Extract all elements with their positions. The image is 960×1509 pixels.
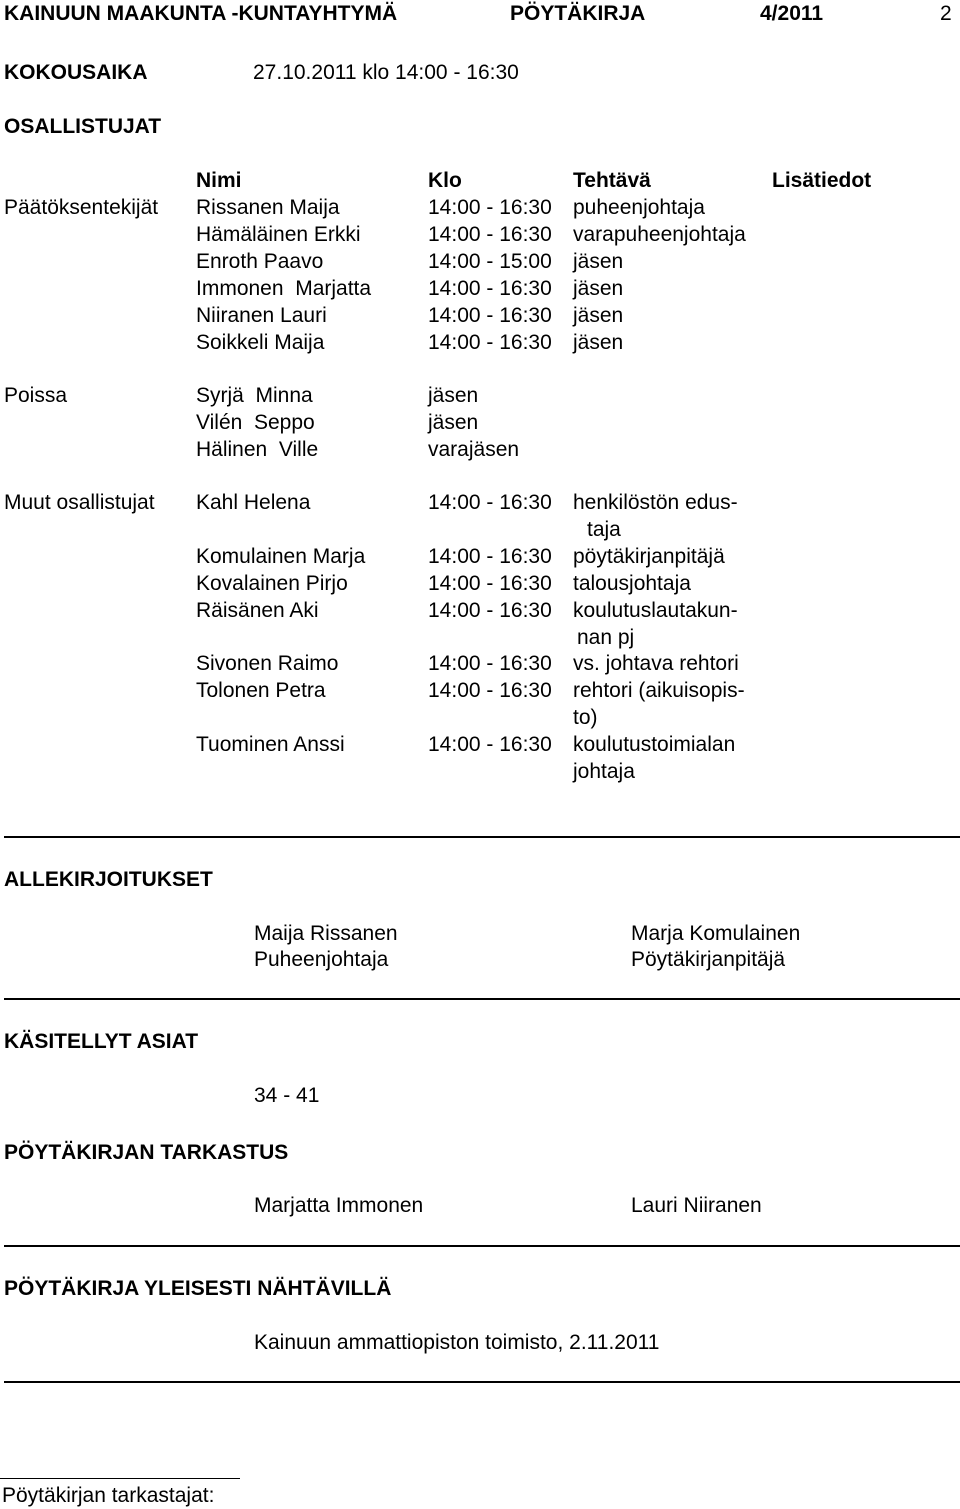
table-row-name: Vilén Seppo: [196, 411, 315, 434]
table-row-role: puheenjohtaja: [573, 196, 705, 219]
footer-rule: [0, 1478, 240, 1479]
table-row-name: Enroth Paavo: [196, 250, 324, 273]
public-display-title: PÖYTÄKIRJA YLEISESTI NÄHTÄVILLÄ: [4, 1277, 392, 1300]
table-row-time: 14:00 - 16:30: [428, 491, 552, 514]
table-row-name: Tolonen Petra: [196, 679, 326, 702]
chair-name: Maija Rissanen: [254, 922, 398, 945]
public-display-value: Kainuun ammattiopiston toimisto, 2.11.2011: [254, 1331, 660, 1354]
column-header-role: Tehtävä: [573, 169, 651, 192]
table-row-role-continued: nan pj: [577, 626, 635, 649]
table-row-role: vs. johtava rehtori: [573, 652, 739, 675]
table-row-role: rehtori (aikuisopis-: [573, 679, 745, 702]
table-row-time: 14:00 - 16:30: [428, 196, 552, 219]
table-row-time: 14:00 - 16:30: [428, 599, 552, 622]
table-row-name: Soikkeli Maija: [196, 331, 325, 354]
table-row-time: 14:00 - 16:30: [428, 304, 552, 327]
items-range: 34 - 41: [254, 1084, 320, 1107]
table-row-name: Räisänen Aki: [196, 599, 319, 622]
table-row-role-continued: johtaja: [573, 760, 635, 783]
secretary-title: Pöytäkirjanpitäjä: [631, 948, 786, 971]
document-number: 4/2011: [760, 2, 824, 25]
page-number: 2: [940, 2, 952, 25]
section-divider: [4, 1245, 960, 1247]
table-row-role-continued: to): [573, 706, 598, 729]
table-row-name: Hämäläinen Erkki: [196, 223, 361, 246]
section-divider: [4, 998, 960, 1000]
other-participants-label: Muut osallistujat: [4, 491, 155, 514]
organization-name: KAINUUN MAAKUNTA -KUNTAYHTYMÄ: [4, 2, 398, 25]
signatures-title: ALLEKIRJOITUKSET: [4, 868, 213, 891]
table-row-role: jäsen: [573, 331, 624, 354]
table-row-name: Hälinen Ville: [196, 438, 319, 461]
table-row-role: varapuheenjohtaja: [573, 223, 746, 246]
section-divider: [4, 836, 960, 838]
table-row-name: Tuominen Anssi: [196, 733, 345, 756]
table-row-role: henkilöstön edus-: [573, 491, 738, 514]
table-row-time: 14:00 - 16:30: [428, 277, 552, 300]
table-row-role: koulutustoimialan: [573, 733, 736, 756]
document-type: PÖYTÄKIRJA: [510, 2, 646, 25]
table-row-name: Komulainen Marja: [196, 545, 366, 568]
absent-label: Poissa: [4, 384, 68, 407]
participants-title: OSALLISTUJAT: [4, 115, 162, 138]
table-row-role-continued: taja: [587, 518, 621, 541]
secretary-name: Marja Komulainen: [631, 922, 801, 945]
table-row-time: 14:00 - 16:30: [428, 223, 552, 246]
table-row-role: jäsen: [428, 411, 479, 434]
reviewer-2-name: Lauri Niiranen: [631, 1194, 762, 1217]
table-row-role: varajäsen: [428, 438, 520, 461]
table-row-name: Rissanen Maija: [196, 196, 340, 219]
chair-title: Puheenjohtaja: [254, 948, 389, 971]
table-row-role: pöytäkirjanpitäjä: [573, 545, 725, 568]
column-header-name: Nimi: [196, 169, 242, 192]
table-row-time: 14:00 - 16:30: [428, 652, 552, 675]
table-row-time: 14:00 - 16:30: [428, 545, 552, 568]
meeting-time-label: KOKOUSAIKA: [4, 61, 148, 84]
column-header-time: Klo: [428, 169, 462, 192]
section-divider: [4, 1381, 960, 1383]
footer-reviewers-label: Pöytäkirjan tarkastajat:: [2, 1484, 215, 1507]
table-row-role: talousjohtaja: [573, 572, 691, 595]
column-header-info: Lisätiedot: [772, 169, 872, 192]
table-row-role: jäsen: [573, 250, 624, 273]
meeting-time-value: 27.10.2011 klo 14:00 - 16:30: [253, 61, 519, 84]
table-row-name: Syrjä Minna: [196, 384, 313, 407]
table-row-role: jäsen: [428, 384, 479, 407]
table-row-name: Kovalainen Pirjo: [196, 572, 348, 595]
reviewer-1-name: Marjatta Immonen: [254, 1194, 424, 1217]
decision-makers-label: Päätöksentekijät: [4, 196, 159, 219]
table-row-role: jäsen: [573, 277, 624, 300]
table-row-role: jäsen: [573, 304, 624, 327]
table-row-time: 14:00 - 16:30: [428, 679, 552, 702]
table-row-time: 14:00 - 16:30: [428, 331, 552, 354]
table-row-name: Sivonen Raimo: [196, 652, 339, 675]
table-row-name: Kahl Helena: [196, 491, 311, 514]
review-title: PÖYTÄKIRJAN TARKASTUS: [4, 1141, 289, 1164]
items-title: KÄSITELLYT ASIAT: [4, 1030, 199, 1053]
table-row-role: koulutuslautakun-: [573, 599, 738, 622]
table-row-time: 14:00 - 16:30: [428, 572, 552, 595]
table-row-time: 14:00 - 16:30: [428, 733, 552, 756]
table-row-name: Immonen Marjatta: [196, 277, 372, 300]
table-row-time: 14:00 - 15:00: [428, 250, 552, 273]
table-row-name: Niiranen Lauri: [196, 304, 327, 327]
